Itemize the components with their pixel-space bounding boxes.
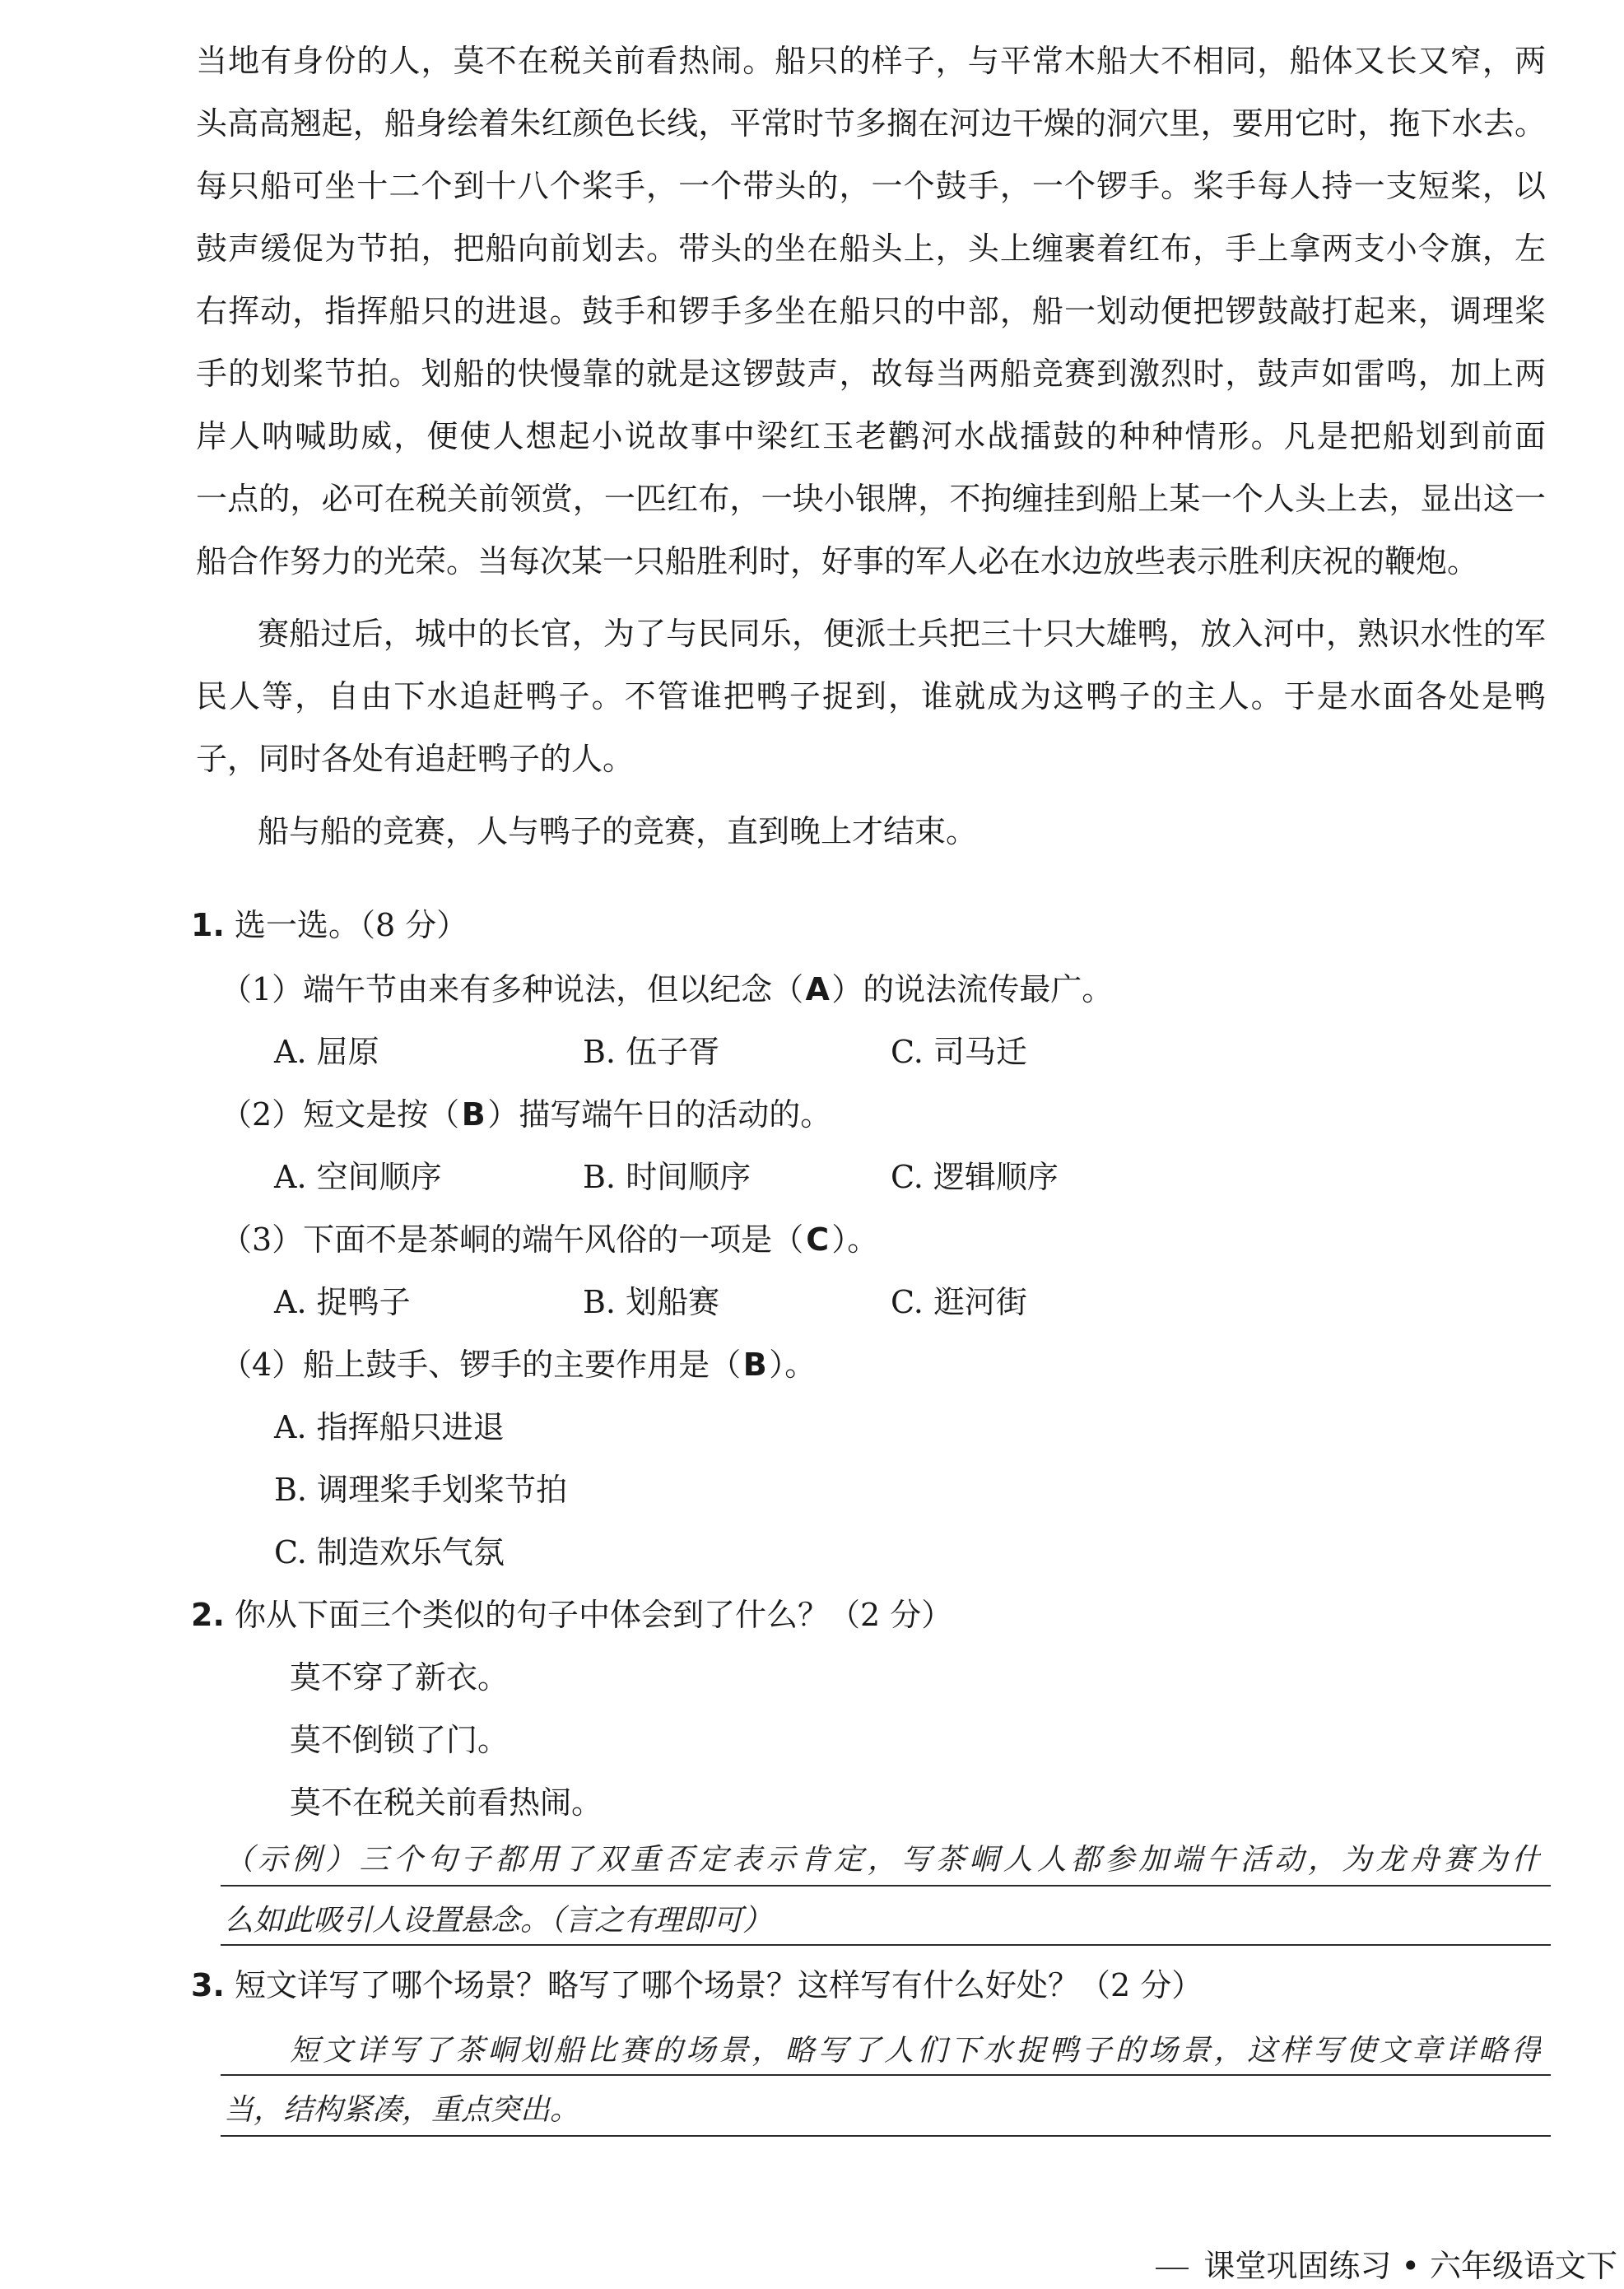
q1-item-2 [221,1091,831,1138]
option-a: A. 指挥船只进退 [274,1409,505,1445]
answer-rule [221,1944,1551,1946]
option-c: C. 逻辑顺序 [891,1159,1059,1195]
q1-item-4 [221,1342,816,1388]
question-number: 3. [191,1967,225,2003]
handwritten-answer-line: 么如此吸引人设置悬念。（言之有理即可） [224,1904,773,1938]
question-2-title [191,1592,952,1638]
quoted-sentence: 莫不穿了新衣。 [290,1659,510,1696]
question-text: 选一选。（8 分） [234,907,468,943]
passage-line: 赛船过后，城中的长官，为了与民同乐，便派士兵把三十只大雄鸭，放入河中，熟识水性的军 [258,616,1546,652]
item-text: ）描写端午日的活动的。 [487,1096,832,1133]
option-a: A. 空间顺序 [274,1159,442,1195]
handwritten-answer-line: 短文详写了茶峒划船比赛的场景，略写了人们下水捉鸭子的场景，这样写使文章详略得 [290,2034,1541,2068]
answer-fill: A [805,971,830,1007]
quoted-sentence: 莫不在税关前看热闹。 [290,1784,603,1821]
passage-line: 鼓声缓促为节拍，把船向前划去。带头的坐在船头上，头上缠裹着红布，手上拿两支小令旗，左 [196,230,1546,267]
answer-fill: B [461,1096,486,1133]
item-text: （2）短文是按（ [221,1096,460,1133]
item-text: ）的说法流传最广。 [831,971,1114,1007]
option-c: C. 逛河街 [891,1284,1027,1320]
passage-line: 一点的，必可在税关前领赏，一匹红布，一块小银牌，不拘缠挂到船上某一个人头上去，显出这一 [196,481,1546,517]
option-c: C. 司马迁 [891,1034,1027,1070]
question-number: 2. [191,1597,225,1633]
option-b: B. 调理桨手划桨节拍 [274,1472,568,1508]
passage-line: 当地有身份的人，莫不在税关前看热闹。船只的样子，与平常木船大不相同，船体又长又窄，两 [196,43,1546,79]
answer-rule [221,2135,1551,2137]
item-text: ）。 [769,1347,817,1383]
passage-line: 右挥动，指挥船只的进退。鼓手和锣手多坐在船只的中部，船一划动便把锣鼓敲打起来，调理桨 [196,293,1546,329]
question-1-title [191,902,468,948]
question-3-title [191,1962,1203,2008]
item-text: ）。 [831,1221,879,1258]
passage-line: 子，同时各处有追赶鸭子的人。 [196,741,635,777]
option-b: B. 伍子胥 [583,1034,720,1070]
answer-fill: B [742,1347,767,1383]
passage-line: 每只船可坐十二个到十八个桨手，一个带头的，一个鼓手，一个锣手。桨手每人持一支短桨，以 [196,168,1546,204]
option-a: A. 屈原 [274,1034,379,1070]
passage-line: 船合作努力的光荣。当每次某一只船胜利时，好事的军人必在水边放些表示胜利庆祝的鞭炮。 [196,543,1479,579]
item-text: （4）船上鼓手、锣手的主要作用是（ [221,1347,742,1383]
option-b: B. 划船赛 [583,1284,720,1320]
item-text: （3）下面不是茶峒的端午风俗的一项是（ [221,1221,804,1258]
question-text: 短文详写了哪个场景？略写了哪个场景？这样写有什么好处？（2 分） [234,1967,1203,2003]
item-text: （1）端午节由来有多种说法，但以纪念（ [221,971,804,1007]
q1-item-1 [221,966,1113,1012]
footer-text: 课堂巩固练习 • 六年级语文下 [1203,2248,1617,2284]
quoted-sentence: 莫不倒锁了门。 [290,1722,510,1758]
option-a: A. 捉鸭子 [274,1284,411,1320]
passage-line: 手的划桨节拍。划船的快慢靠的就是这锣鼓声，故每当两船竞赛到激烈时，鼓声如雷鸣，加上两 [196,356,1546,392]
question-number: 1. [191,907,225,943]
option-c: C. 制造欢乐气氛 [274,1534,505,1570]
passage-line: 岸人呐喊助威，便使人想起小说故事中梁红玉老鹳河水战擂鼓的种种情形。凡是把船划到前面 [196,418,1546,454]
footer-dash [1156,2268,1189,2269]
passage-line: 船与船的竞赛，人与鸭子的竞赛，直到晚上才结束。 [258,813,978,849]
answer-rule [221,1885,1551,1887]
option-b: B. 时间顺序 [583,1159,752,1195]
passage-line: 头高高翘起，船身绘着朱红颜色长线，平常时节多搁在河边干燥的洞穴里，要用它时，拖下水去。 [196,105,1546,142]
answer-rule [221,2074,1551,2076]
page-footer [1156,2243,1617,2289]
handwritten-answer-line: （示例）三个句子都用了双重否定表示肯定，写茶峒人人都参加端午活动，为龙舟赛为什 [224,1843,1541,1877]
passage-line: 民人等，自由下水追赶鸭子。不管谁把鸭子捉到，谁就成为这鸭子的主人。于是水面各处是鸭 [196,678,1546,714]
question-text: 你从下面三个类似的句子中体会到了什么？（2 分） [234,1597,953,1633]
answer-fill: C [806,1221,830,1258]
q1-item-3 [221,1217,878,1263]
handwritten-answer-line: 当，结构紧凑，重点突出。 [224,2093,580,2127]
